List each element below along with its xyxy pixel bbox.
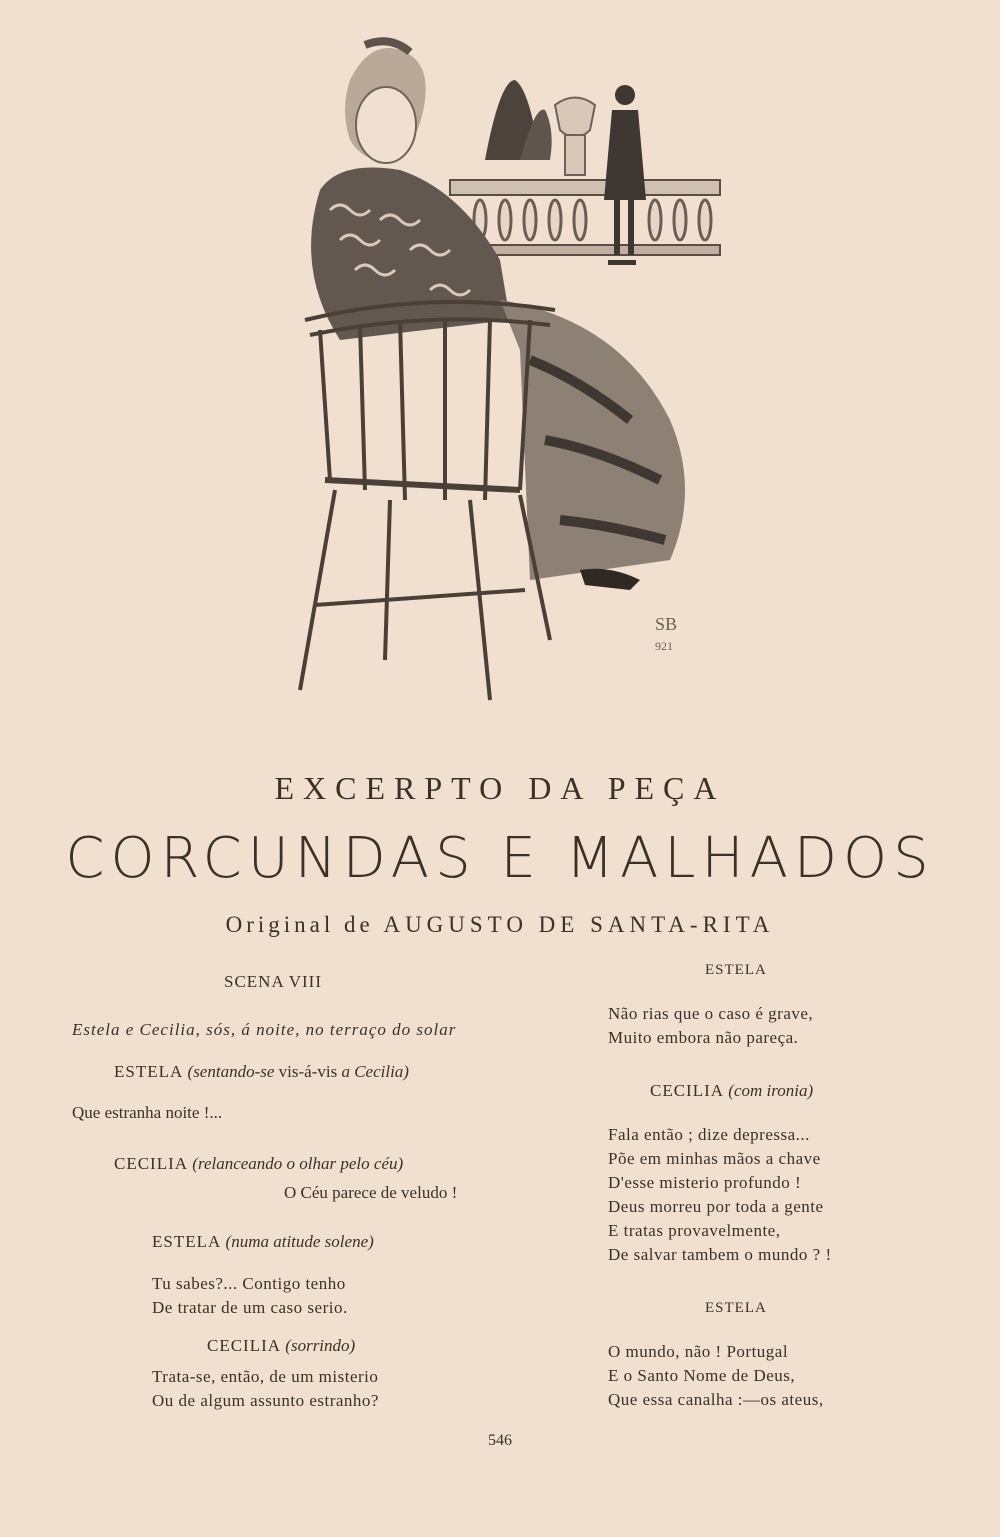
verse-line: De tratar de um caso serio. bbox=[152, 1298, 348, 1317]
verse-line: Que essa canalha :—os ateus, bbox=[608, 1390, 824, 1409]
verse-line: E tratas provavelmente, bbox=[608, 1221, 781, 1240]
cypress-trees bbox=[485, 80, 552, 160]
stage-direction: (relanceando o olhar pelo céu) bbox=[192, 1154, 404, 1173]
character-name: ESTELA bbox=[152, 1232, 222, 1251]
stage-cue bbox=[650, 1081, 813, 1101]
illustration bbox=[200, 20, 800, 720]
stage-direction: (com ironia) bbox=[728, 1081, 814, 1100]
verse-block bbox=[608, 1123, 832, 1267]
stage-cue bbox=[114, 1062, 409, 1082]
character-name: ESTELA bbox=[114, 1062, 184, 1081]
author-prefix: Original de bbox=[225, 912, 374, 937]
verse-line: Fala então ; dize depressa... bbox=[608, 1125, 810, 1144]
artist-signature-year: 921 bbox=[655, 639, 673, 653]
terrace-balustrade bbox=[450, 180, 720, 255]
stage-direction: (sorrindo) bbox=[285, 1336, 356, 1355]
stage-direction: a Cecilia) bbox=[341, 1062, 409, 1081]
verse-line: Põe em minhas mãos a chave bbox=[608, 1149, 821, 1168]
stage-direction: vis-á-vis bbox=[278, 1062, 338, 1081]
verse-block bbox=[152, 1272, 348, 1320]
stage-cue bbox=[114, 1154, 403, 1174]
stage-cue bbox=[152, 1232, 374, 1252]
character-name: CECILIA bbox=[207, 1336, 282, 1355]
verse-line: E o Santo Nome de Deus, bbox=[608, 1366, 796, 1385]
verse-line: Deus morreu por toda a gente bbox=[608, 1197, 824, 1216]
wooden-chair bbox=[300, 302, 555, 700]
author-line bbox=[0, 912, 1000, 938]
page-number: 546 bbox=[488, 1432, 512, 1449]
play-title: CORCUNDAS E MALHADOS bbox=[65, 826, 935, 891]
verse-line: Tu sabes?... Contigo tenho bbox=[152, 1274, 346, 1293]
verse-line: Ou de algum assunto estranho? bbox=[152, 1391, 379, 1410]
verse-block bbox=[152, 1365, 379, 1413]
character-name: ESTELA bbox=[705, 1300, 767, 1316]
verse-block bbox=[608, 1340, 824, 1412]
standing-man bbox=[604, 85, 646, 265]
stage-direction: (numa atitude solene) bbox=[225, 1232, 374, 1251]
author-name: AUGUSTO DE SANTA-RITA bbox=[383, 912, 775, 937]
verse-block bbox=[608, 1002, 813, 1050]
verse-line: D'esse misterio profundo ! bbox=[608, 1173, 802, 1192]
verse-line: Trata-se, então, de um misterio bbox=[152, 1367, 379, 1386]
verse-line: Muito embora não pareça. bbox=[608, 1028, 799, 1047]
scene-setting: Estela e Cecilia, sós, á noite, no terraço do solar bbox=[72, 1020, 457, 1039]
scene-heading: SCENA VIII bbox=[224, 972, 322, 991]
verse-line: De salvar tambem o mundo ? ! bbox=[608, 1245, 832, 1264]
verse-line: Não rias que o caso é grave, bbox=[608, 1004, 814, 1023]
character-name: ESTELA bbox=[705, 962, 767, 978]
dialogue-line: O Céu parece de veludo ! bbox=[284, 1183, 458, 1202]
character-name: CECILIA bbox=[114, 1154, 189, 1173]
garden-urn bbox=[555, 98, 595, 176]
verse-line: O mundo, não ! Portugal bbox=[608, 1342, 789, 1361]
character-name: CECILIA bbox=[650, 1081, 725, 1100]
heading-kicker: EXCERPTO DA PEÇA bbox=[274, 770, 726, 806]
artist-signature: SB bbox=[655, 614, 678, 634]
dialogue-line: Que estranha noite !... bbox=[72, 1103, 223, 1122]
stage-direction: (sentando-se bbox=[187, 1062, 275, 1081]
stage-cue bbox=[207, 1336, 355, 1356]
